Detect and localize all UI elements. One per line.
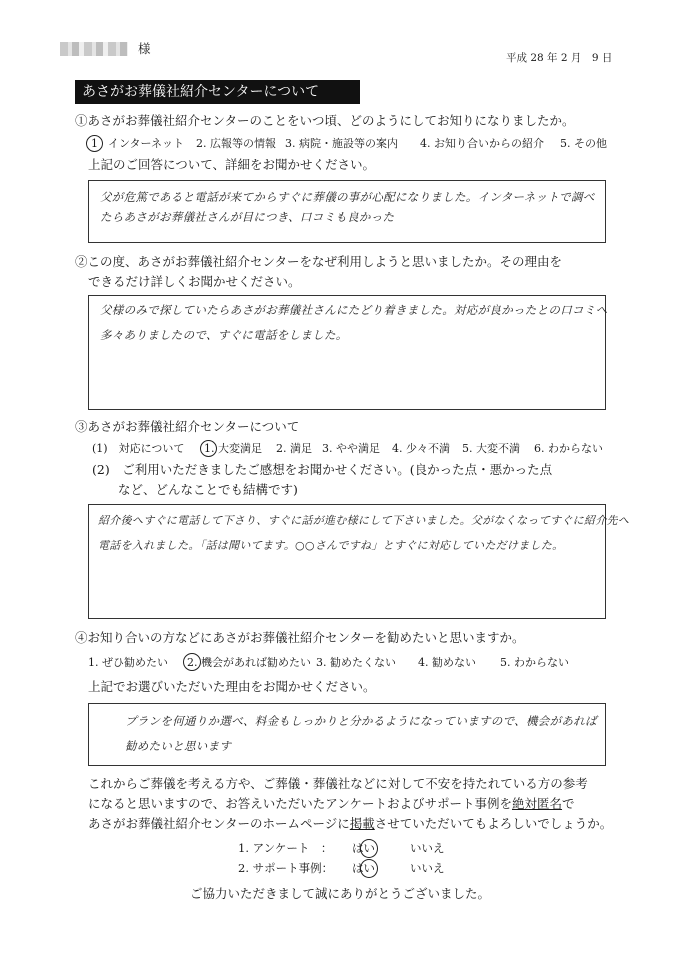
q4-answer-line-1: プランを何通りか選べ、料金もしっかりと分かるようになっていますので、機会があれば [125, 714, 597, 728]
title-banner [75, 80, 360, 104]
q1-option-3: 3. 病院・施設等の案内 [285, 137, 398, 150]
emphasis-anonymous: 絶対匿名 [512, 796, 563, 811]
q1-option-4: 4. お知り合いからの紹介 [420, 137, 544, 150]
q1-option-2: 2. 広報等の情報 [196, 137, 276, 150]
page-title: あさがお葬儀社紹介センターについて [82, 84, 320, 100]
q4-answer-line-2: 勧めたいと思います [125, 739, 232, 753]
closing-line-3-end: させていただいてもよろしいでしょうか。 [374, 816, 613, 831]
q3-s1-label: (1) 対応について [92, 442, 185, 455]
q1-question: ①あさがお葬儀社紹介センターのことをいつ頃、どのようにしてお知りになりましたか。 [75, 113, 575, 128]
thanks-message: ご協力いただきまして誠にありがとうございました。 [190, 886, 491, 901]
consent-item-2-yes: はい [352, 861, 375, 875]
redacted-name [60, 42, 128, 56]
q4-option-1: 1. ぜひ勧めたい [88, 656, 168, 669]
q1-option-1-label: インターネット [108, 137, 185, 150]
q3-s1-option-5: 5. 大変不満 [462, 442, 520, 455]
q3-answer-line-1: 紹介後へすぐに電話して下さり、すぐに話が進む様にして下さいました。父がなくなってすぐに紹介先へ [98, 514, 630, 527]
q3-s2-line-2: など、どんなことでも結構です) [118, 482, 298, 497]
selection-circle [360, 839, 378, 858]
q1-option-5: 5. その他 [560, 137, 607, 150]
consent-item-1-label: 1. アンケート ： [238, 841, 333, 855]
q4-option-3: 3. 勧めたくない [316, 656, 396, 669]
q3-s1-option-1-num: 1. [204, 442, 215, 455]
q2-question-line-2: できるだけ詳しくお聞かせください。 [88, 274, 301, 289]
q1-option-1-num: 1 [91, 137, 98, 150]
q2-question-line-1: ②この度、あさがお葬儀社紹介センターをなぜ利用しようと思いましたか。その理由を [75, 254, 563, 269]
consent-item-2-label: 2. サポート事例： [238, 861, 334, 875]
q2-answer-line-1: 父様のみで探していたらあさがお葬儀社さんにたどり着きました。対応が良かったとの口コミへ [100, 303, 608, 317]
q3-s1-option-2: 2. 満足 [276, 442, 312, 455]
q3-s1-option-4: 4. 少々不満 [392, 442, 450, 455]
q1-answer-line-2: たらあさがお葬儀社さんが目につき、口コミも良かった [100, 210, 395, 224]
q3-answer-line-2: 電話を入れました。「話は聞いてます。○○さんですね」とすぐに対応していただけました。 [98, 539, 564, 552]
q4-option-5: 5. わからない [500, 656, 569, 669]
survey-date: 平成 28 年 2 月 9 日 [506, 52, 613, 64]
consent-item-1-yes: はい [352, 841, 375, 855]
consent-item-1-no: いいえ [410, 841, 445, 855]
closing-line-2-text: になると思いますので、お答えいただいたアンケートおよびサポート事例を [88, 796, 513, 811]
q3-s2-line-1: (2) ご利用いただきましたご感想をお聞かせください。(良かった点・悪かった点 [92, 462, 553, 477]
closing-line-3-text: あさがお葬儀社紹介センターのホームページに [88, 816, 350, 831]
q2-answer-line-2: 多々ありましたので、すぐに電話をしました。 [100, 328, 348, 342]
closing-line-2-end: で [562, 796, 575, 811]
q3-question: ③あさがお葬儀社紹介センターについて [75, 419, 300, 434]
closing-line-1: これからご葬儀を考える方や、ご葬儀・葬儀社などに対して不安を持たれている方の参考 [88, 776, 588, 791]
q3-s1-option-1-label: 大変満足 [218, 442, 262, 455]
q4-sub: 上記でお選びいただいた理由をお聞かせください。 [88, 679, 376, 694]
closing-line-2 [88, 798, 575, 811]
q4-option-2-label: 機会があれば勧めたい [201, 656, 311, 669]
honorific: 様 [138, 41, 151, 56]
q4-option-4: 4. 勧めない [418, 656, 476, 669]
consent-item-2-no: いいえ [410, 861, 445, 875]
q4-option-2-num: 2. [187, 656, 198, 669]
q4-question: ④お知り合いの方などにあさがお葬儀社紹介センターを勧めたいと思いますか。 [75, 630, 525, 645]
emphasis-publish: 掲載 [349, 816, 375, 831]
q3-s1-option-3: 3. やや満足 [322, 442, 380, 455]
q3-s1-option-6: 6. わからない [534, 442, 603, 455]
q4-answer-box [88, 703, 606, 766]
closing-line-3 [88, 818, 612, 831]
selection-circle [360, 859, 378, 878]
q1-answer-line-1: 父が危篤であると電話が来てからすぐに葬儀の事が心配になりました。インターネットで調べ [100, 190, 595, 204]
q1-sub: 上記のご回答について、詳細をお聞かせください。 [88, 157, 376, 172]
